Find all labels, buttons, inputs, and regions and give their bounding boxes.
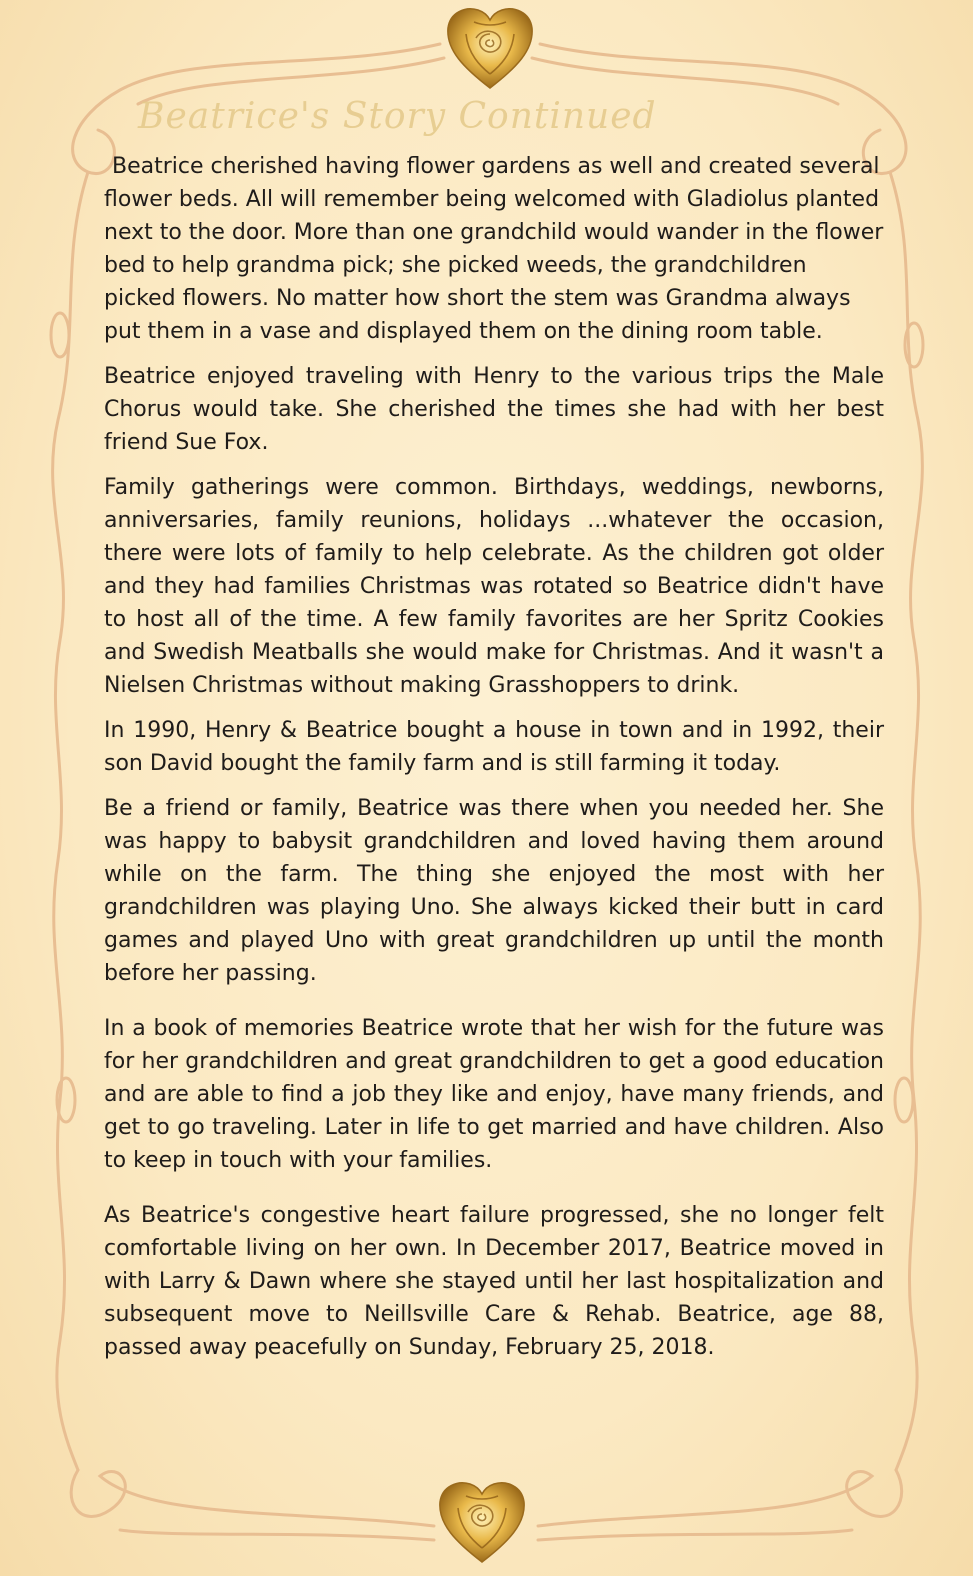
paragraph-traveling: Beatrice enjoyed traveling with Henry to the various trips the Male Chorus would take. She cherished the times she had with her best friend Sue Fox. bbox=[104, 364, 884, 455]
paragraph-family-gatherings: Family gatherings were common. Birthdays, weddings, newborns, anniversaries, family reunions, holidays ...whatever the occasion, there were lots of family to help celebrate. As the children got older and they had families Christmas was rotated so Beatrice didn't have to host all of the time. A few family favorites are her Spritz Cookies and Swedish Meatballs she would make for Christmas. And it wasn't a Nielsen Christmas without making Grasshoppers to drink. bbox=[104, 475, 884, 698]
rose-heart-icon bbox=[436, 1478, 528, 1564]
story-body bbox=[104, 150, 884, 1364]
paragraph-book-of-memories: In a book of memories Beatrice wrote that her wish for the future was for her grandchildren and great grandchildren to get a good education and are able to find a job they like and enjoy, have many friends, and get to go traveling. Later in life to get married and have children. Also to keep in touch with your families. bbox=[104, 1016, 884, 1173]
paragraph-final-years: As Beatrice's congestive heart failure progressed, she no longer felt comfortable living on her own. In December 2017, Beatrice moved in with Larry & Dawn where she stayed until her last hospitalization and subsequent move to Neillsville Care & Rehab. Beatrice, age 88, passed away peacefully on Sunday, February 25, 2018. bbox=[104, 1203, 884, 1360]
rose-heart-icon bbox=[444, 4, 536, 90]
paragraph-flower-gardens: Beatrice cherished having flower gardens as well and created several flower beds. All will remember being welcomed with Gladiolus planted next to the door. More than one grandchild would wander in the flower bed to help grandma pick; she picked weeds, the grandchildren picked flowers. No matter how short the stem was Grandma always put them in a vase and displayed them on the dining room table. bbox=[104, 154, 884, 344]
paragraph-house-in-town: In 1990, Henry & Beatrice bought a house in town and in 1992, their son David bought the family farm and is still farming it today. bbox=[104, 718, 884, 776]
page-title: Beatrice's Story Continued bbox=[138, 96, 657, 137]
paragraph-friend-or-family: Be a friend or family, Beatrice was there when you needed her. She was happy to babysit grandchildren and loved having them around while on the farm. The thing she enjoyed the most with her grandchildren was playing Uno. She always kicked their butt in card games and played Uno with great grandchildren up until the month before her passing. bbox=[104, 796, 884, 986]
